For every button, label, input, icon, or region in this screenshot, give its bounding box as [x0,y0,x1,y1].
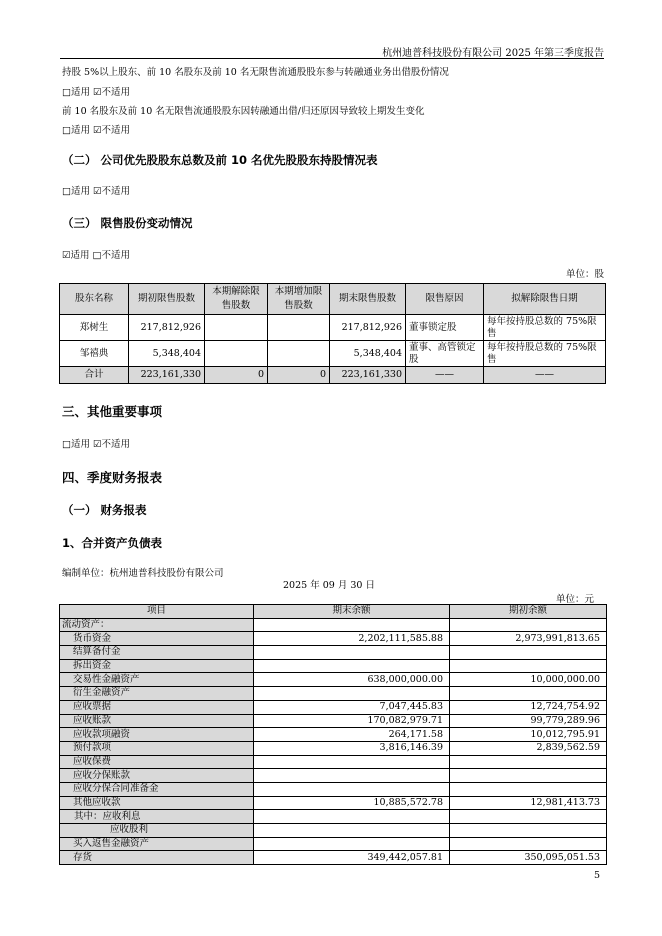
cell: 2,202,111,585.88 [254,632,450,646]
row-label: 其中：应收利息 [60,810,254,824]
cell: 合计 [60,367,129,384]
table-row [60,659,607,673]
table-row [60,646,607,660]
cell [450,618,607,632]
cell [205,315,268,341]
col-header: 期末余额 [254,605,450,619]
report-date: 2025 年 09 月 30 日 [283,580,375,591]
col-header: 本期增加限售股数 [268,284,330,315]
cell: 350,095,051.53 [450,851,607,865]
cell: 223,161,330 [330,367,406,384]
section3-choice: ☑适用 □不适用 [62,250,131,261]
col-header: 期初限售股数 [129,284,205,315]
row-label: 应收分保合同准备金 [60,782,254,796]
section3-unit: 单位：股 [565,269,604,280]
cell [205,341,268,367]
row-label: 结算备付金 [60,646,254,660]
cell: 2,839,562.59 [450,741,607,755]
col-header: 期末限售股数 [330,284,406,315]
table-row [60,796,607,810]
cell: 10,885,572.78 [254,796,450,810]
cell [450,755,607,769]
cell [254,618,450,632]
part3-choice: □适用 ☑不适用 [62,439,131,450]
table-row [60,769,607,783]
part3-title: 三、其他重要事项 [62,404,163,419]
cell [450,810,607,824]
cell [450,824,607,838]
balance-sheet-table [59,604,607,865]
restricted-shares-table [59,283,606,384]
col-header: 限售原因 [406,284,484,315]
row-label: 货币资金 [60,632,254,646]
cell: 217,812,926 [129,315,205,341]
cell: 2,973,991,813.65 [450,632,607,646]
table-row [60,755,607,769]
cell: 0 [268,367,330,384]
row-label: 买入返售金融资产 [60,837,254,851]
cell: 5,348,404 [330,341,406,367]
cell [254,810,450,824]
cell: 每年按持股总数的 75%限售 [484,315,606,341]
cell [450,659,607,673]
row-label: 应收票据 [60,700,254,714]
cell: 邹禧典 [60,341,129,367]
cell: 99,779,289.96 [450,714,607,728]
row-label: 流动资产： [60,618,254,632]
table-row [60,728,607,742]
table-row [60,315,606,341]
table-row [60,782,607,796]
cell [450,837,607,851]
cell: 10,012,795.91 [450,728,607,742]
cell: —— [406,367,484,384]
row-label: 应收分保账款 [60,769,254,783]
cell: 217,812,926 [330,315,406,341]
table-row [60,700,607,714]
cell: 12,724,754.92 [450,700,607,714]
table-row [60,687,607,701]
cell: 170,082,979.71 [254,714,450,728]
col-header: 期初余额 [450,605,607,619]
cell: 7,047,445.83 [254,700,450,714]
note-change-text: 前 10 名股东及前 10 名无限售流通股股东因转融通出借/归还原因导致较上期发生变化 [62,106,425,117]
report-header-title: 杭州迪普科技股份有限公司 2025 年第三季度报告 [382,48,604,59]
table-header-row [60,605,607,619]
cell [254,769,450,783]
cell [254,646,450,660]
cell: 郑树生 [60,315,129,341]
row-label: 预付款项 [60,741,254,755]
cell: 董事、高管锁定股 [406,341,484,367]
cell: 10,000,000.00 [450,673,607,687]
page-number: 5 [593,870,600,881]
table-header-row [60,284,606,315]
cell: 每年按持股总数的 75%限售 [484,341,606,367]
row-label: 存货 [60,851,254,865]
balance-unit: 单位：元 [555,594,594,605]
cell [254,837,450,851]
note-lending-choice: □适用 ☑不适用 [62,87,131,98]
table-row [60,673,607,687]
cell: 董事锁定股 [406,315,484,341]
section3-title: （三） 限售股份变动情况 [62,216,193,230]
table-row [60,851,607,865]
note-change-choice: □适用 ☑不适用 [62,125,131,136]
row-label: 应收股利 [60,824,254,838]
cell [254,659,450,673]
table-row [60,618,607,632]
cell: 223,161,330 [129,367,205,384]
table-row [60,824,607,838]
table-row [60,341,606,367]
cell [450,646,607,660]
cell [450,769,607,783]
col-header: 股东名称 [60,284,129,315]
cell: 638,000,000.00 [254,673,450,687]
section2-title: （二） 公司优先股股东总数及前 10 名优先股股东持股情况表 [62,153,378,167]
row-label: 拆出资金 [60,659,254,673]
table-row [60,714,607,728]
sub1-1-title: 1、合并资产负债表 [62,536,163,550]
row-label: 交易性金融资产 [60,673,254,687]
cell: 0 [205,367,268,384]
sub1-title: （一） 财务报表 [62,503,147,517]
cell: 3,816,146.39 [254,741,450,755]
preparer: 编制单位：杭州迪普科技股份有限公司 [62,568,224,579]
cell [450,782,607,796]
row-label: 衍生金融资产 [60,687,254,701]
cell: 264,171.58 [254,728,450,742]
row-label: 其他应收款 [60,796,254,810]
cell [254,687,450,701]
note-lending-text: 持股 5%以上股东、前 10 名股东及前 10 名无限售流通股股东参与转融通业务出借股份情况 [62,67,449,78]
cell: 349,442,057.81 [254,851,450,865]
cell: 12,981,413.73 [450,796,607,810]
col-header: 拟解除限售日期 [484,284,606,315]
cell [268,341,330,367]
cell [268,315,330,341]
part4-title: 四、季度财务报表 [62,470,163,485]
cell [254,755,450,769]
cell [254,782,450,796]
row-label: 应收保费 [60,755,254,769]
table-row [60,810,607,824]
col-header: 本期解除限售股数 [205,284,268,315]
cell: 5,348,404 [129,341,205,367]
row-label: 应收款项融资 [60,728,254,742]
col-header: 项目 [60,605,254,619]
section2-choice: □适用 ☑不适用 [62,186,131,197]
row-label: 应收账款 [60,714,254,728]
cell [254,824,450,838]
table-total-row [60,367,606,384]
table-row [60,837,607,851]
header-divider [60,58,604,59]
table-row [60,632,607,646]
cell: —— [484,367,606,384]
cell [450,687,607,701]
table-row [60,741,607,755]
